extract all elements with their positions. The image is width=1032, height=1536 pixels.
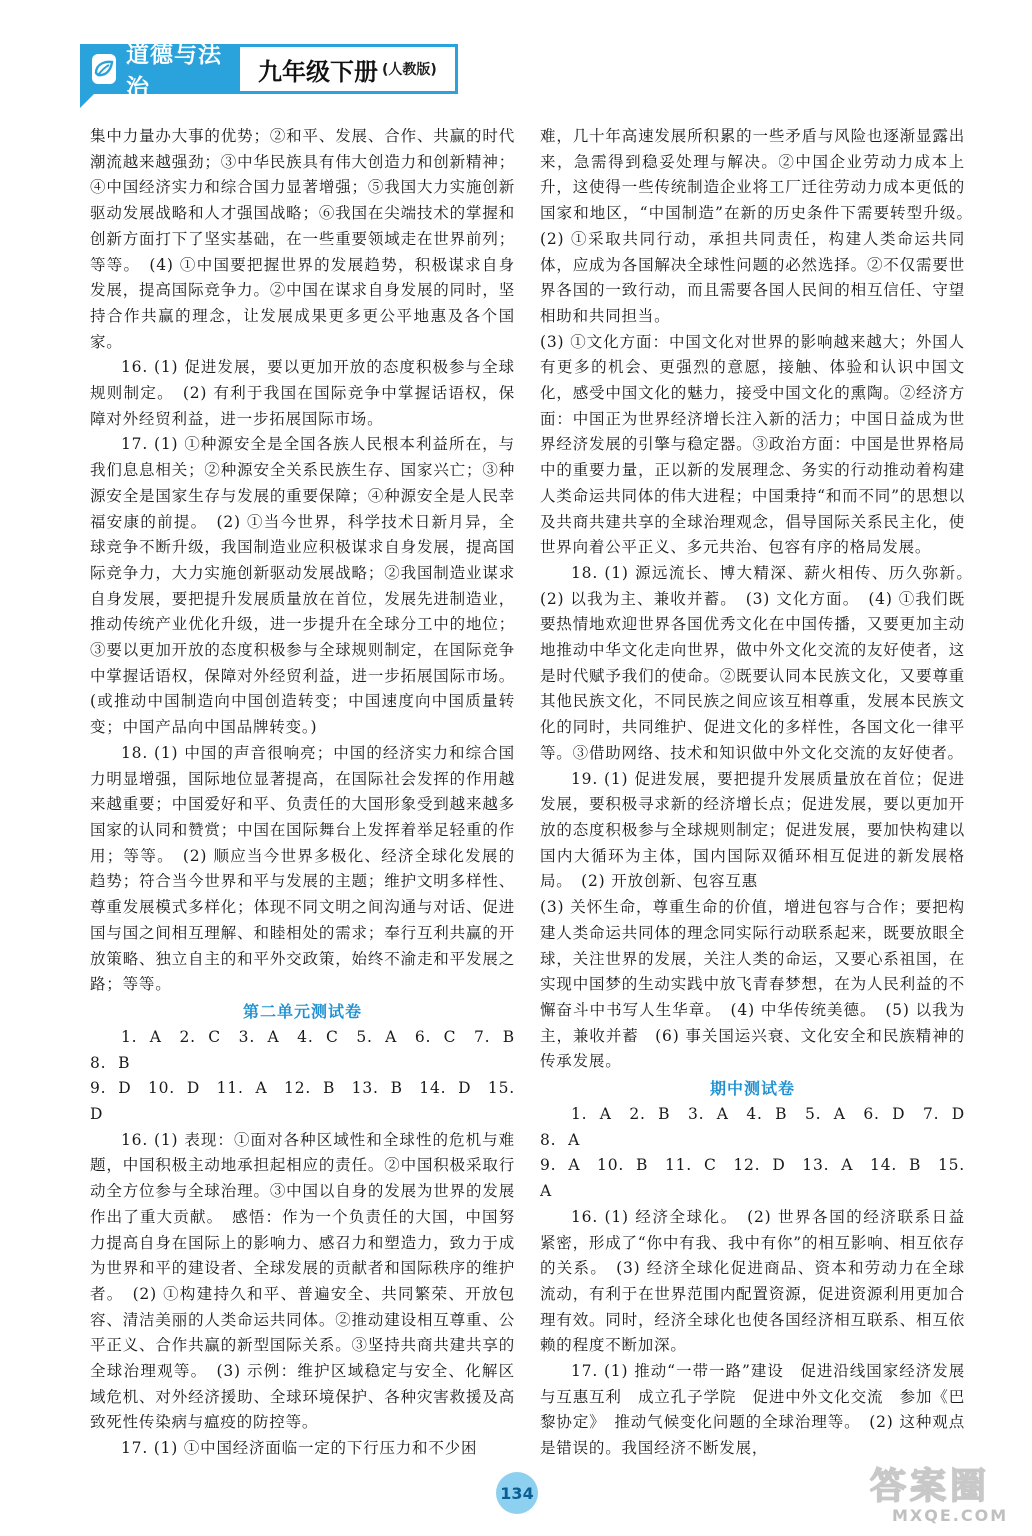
- answer-paragraph: 19. (1) 促进发展，要把提升发展质量放在首位；促进发展，要积极寻求新的经济增长点；促进发展，要以更加开放的态度积极参与全球规则制定；促进发展，要加快构建以国内大循环为主体，国内国际双循环相互促进的新发展格局。 (2) 开放创新、包容互惠: [540, 769, 965, 891]
- watermark-logo: [870, 1468, 1020, 1532]
- answer-paragraph: 难，几十年高速发展所积累的一些矛盾与风险也逐渐显露出来，急需得到稳妥处理与解决。②中国企业劳动力成本上升，这使得一些传统制造企业将工厂迁往劳动力成本更低的国家和地区，“中国制造”在新的历史条件下需要转型升级。 (2) ①采取共同行动，承担共同责任，构建人类命运共同体，应成为各国解决全球性问题的必然选择。②不仅需要世界各国的一致行动，而且需要各国人民间的相互信任、守望相助和共同担当。: [540, 127, 982, 325]
- answer-paragraph: 16. (1) 促进发展，要以更加开放的态度积极参与全球规则制定。 (2) 有利于我国在国际竞争中掌握话语权，保障对外经贸利益，进一步拓展国际市场。: [90, 358, 515, 428]
- answer-paragraph: 17. (1) 推动“一带一路”建设 促进沿线国家经济发展与互惠互利 成立孔子学院 促进中外文化交流 参加《巴黎协定》 推动气候变化问题的全球治理等。 (2) 这种观点是错误的。我国经济不断发展，: [540, 1362, 965, 1458]
- section-title-unit2-test: 第二单元测试卷: [242, 1001, 362, 1021]
- grade-banner: [240, 44, 458, 94]
- watermark-url: MXQE.COM: [892, 1506, 1009, 1525]
- choice-answers-line: 9. A 10. B 11. C 12. D 13. A 14. B 15. A: [540, 1156, 965, 1201]
- choice-answers-line: 1. A 2. C 3. A 4. C 5. A 6. C 7. B 8. B: [90, 1027, 532, 1072]
- right-column: [540, 124, 982, 1462]
- answer-paragraph: (3) 关怀生命，尊重生命的价值，增进包容与合作；要把构建人类命运共同体的理念同实际行动联系起来，既要放眼全球，关注世界的发展，关注人类的命运，又要心系祖国，在实现中国梦的生动实践中放飞青春梦想，在为人民利益的不懈奋斗中书写人生华章。 (4) 中华传统美德。 (5) 以我为主，兼收并蓄 (6) 事关国运兴衰、文化安全和民族精神的传承发展。: [540, 898, 965, 1071]
- left-column: [90, 124, 532, 1462]
- watermark-text: 答案圈: [870, 1466, 991, 1507]
- book-header: [80, 42, 458, 101]
- choice-answers-line: 1. A 2. B 3. A 4. B 5. A 6. D 7. D 8. A: [540, 1105, 982, 1149]
- choice-answers-line: 9. D 10. D 11. A 12. B 13. B 14. D 15. D: [90, 1079, 515, 1124]
- header-tail-decoration: [80, 94, 94, 108]
- page-number: 134: [496, 1472, 538, 1514]
- leaf-icon: [92, 54, 116, 84]
- answer-paragraph: (3) ①文化方面：中国文化对世界的影响越来越大；外国人有更多的机会、更强烈的意愿，接触、体验和认识中国文化，感受中国文化的魅力，接受中国文化的熏陶。②经济方面：中国正为世界经济增长注入新的活力；中国日益成为世界经济发展的引擎与稳定器。③政治方面：中国是世界格局中的重要力量，正以新的发展理念、务实的行动推动着构建人类命运共同体的伟大进程；中国秉持“和而不同”的思想以及共商共建共享的全球治理观念，倡导国际关系民主化，使世界向着公平正义、多元共治、包容有序的格局发展。: [540, 332, 965, 557]
- answer-paragraph: 集中力量办大事的优势；②和平、发展、合作、共赢的时代潮流越来越强劲；③中华民族具有伟大创造力和创新精神；④中国经济实力和综合国力显著增强；⑤我国大力实施创新驱动发展战略和人才强国战略；⑥我国在尖端技术的掌握和创新方面打下了坚实基础，在一些重要领域走在世界前列；等等。 (4) ①中国要把握世界的发展趋势，积极谋求自身发展，提高国际竞争力。②中国在谋求自身发展的同时，坚持合作共赢的理念，让发展成果更多更公平地惠及各个国家。: [90, 127, 515, 351]
- answer-paragraph: 16. (1) 经济全球化。 (2) 世界各国的经济联系日益紧密，形成了“你中有我、我中有你”的相互影响、相互依存的关系。 (3) 经济全球化促进商品、资本和劳动力在全球流动，有利于在世界范围内配置资源，促进资源利用更加合理有效。同时，经济全球化也使各国经济相互联系、相互依赖的程度不断加深。: [540, 1207, 965, 1355]
- answer-paragraph: 18. (1) 中国的声音很响亮；中国的经济实力和综合国力明显增强，国际地位显著提高，在国际社会发挥的作用越来越重要；中国爱好和平、负责任的大国形象受到越来越多国家的认同和赞赏；中国在国际舞台上发挥着举足轻重的作用；等等。 (2) 顺应当今世界多极化、经济全球化发展的趋势；符合当今世界和平与发展的主题；维护文明多样性、尊重发展模式多样化；体现不同文明之间沟通与对话、促进国与国之间相互理解、和睦相处的需求；奉行互利共赢的开放策略、独立自主的和平外交政策，始终不渝走和平发展之路；等等。: [90, 743, 515, 994]
- edition-label: (人教版): [382, 62, 437, 78]
- grade-title: 九年级下册: [258, 57, 378, 86]
- answer-paragraph: 17. (1) ①种源安全是全国各族人民根本利益所在，与我们息息相关；②种源安全关系民族生存、国家兴亡；③种源安全是国家生存与发展的重要保障；④种源安全是人民幸福安康的前提。 (2) ①当今世界，科学技术日新月异，全球竞争不断升级，我国制造业应积极谋求自身发展，提高国际竞争力，大力实施创新驱动发展战略；②我国制造业谋求自身发展，要把提升发展质量放在首位，发展先进制造业，推动传统产业优化升级，进一步提升在全球分工中的地位；③要以更加开放的态度积极参与全球规则制定，在国际竞争中掌握话语权，保障对外经贸利益，进一步拓展国际市场。(或推动中国制造向中国创造转变；中国速度向中国质量转变；中国产品向中国品牌转变。): [90, 435, 515, 737]
- section-title-midterm-test: 期中测试卷: [709, 1079, 795, 1099]
- answer-paragraph: 18. (1) 源远流长、博大精深、薪火相传、历久弥新。 (2) 以我为主、兼收并蓄。 (3) 文化方面。 (4) ①我们既要热情地欢迎世界各国优秀文化在中国传播，又要更加主动地推动中华文化走向世界，做中外文化交流的友好使者，这是时代赋予我们的使命。②既要认同本民族文化，又要尊重其他民族文化，不同民族之间应该互相尊重，发展本民族文化的同时，共同维护、促进文化的多样性，各国文化一律平等。③借助网络、技术和知识做中外文化交流的友好使者。: [540, 563, 982, 762]
- answer-paragraph: 17. (1) ①中国经济面临一定的下行压力和不少困: [121, 1439, 478, 1458]
- subject-title: 道德与法治: [126, 42, 222, 101]
- subject-banner: [80, 42, 240, 101]
- answer-paragraph: 16. (1) 表现：①面对各种区域性和全球性的危机与难题，中国积极主动地承担起相应的责任。②中国积极采取行动全方位参与全球治理。③中国以自身的发展为世界的发展作出了重大贡献。 感悟：作为一个负责任的大国，中国努力提高自身在国际上的影响力、感召力和塑造力，致力于成为世界和平的建设者、全球发展的贡献者和国际秩序的维护者。 (2) ①构建持久和平、普遍安全、共同繁荣、开放包容、清洁美丽的人类命运共同体。②推动建设相互尊重、公平正义、合作共赢的新型国际关系。③坚持共商共建共享的全球治理观等。 (3) 示例：维护区域稳定与安全、化解区域危机、对外经济援助、全球环境保护、各种灾害救援及高致死性传染病与瘟疫的防控等。: [90, 1130, 515, 1432]
